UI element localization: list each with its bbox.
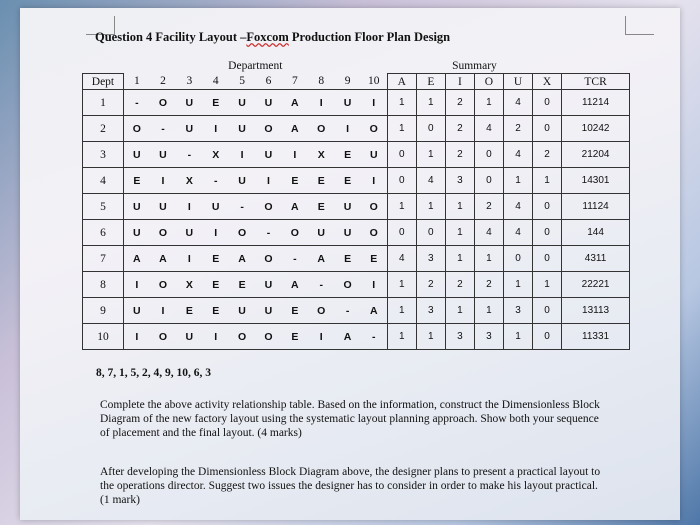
dept-number: 5 <box>83 194 124 220</box>
summary-cell: 1 <box>503 168 532 194</box>
summary-cell: 1 <box>387 116 416 142</box>
relationship-cell: O <box>334 272 360 298</box>
relationship-cell: A <box>361 298 387 324</box>
relationship-cell: O <box>361 116 387 142</box>
relationship-cell: - <box>334 298 360 324</box>
relationship-cell: X <box>176 168 202 194</box>
summary-cell: 0 <box>387 142 416 168</box>
summary-cell: 1 <box>474 90 503 116</box>
relationship-cell: I <box>150 298 176 324</box>
question-paragraph-2: After developing the Dimensionless Block Diagram above, the designer plans to present a practical layout to the operations director. Suggest two issues the designer has to consider in order to make his layout practical. (1 mark) <box>100 466 601 506</box>
relationship-cell: E <box>176 298 202 324</box>
table-row <box>83 220 630 246</box>
table-row <box>83 246 630 272</box>
relationship-cell: I <box>123 272 149 298</box>
relationship-cell: U <box>229 298 255 324</box>
tcr-cell: 4311 <box>562 246 630 272</box>
summary-cell: 1 <box>387 324 416 350</box>
relationship-cell: I <box>282 142 308 168</box>
summary-cell: 4 <box>416 168 445 194</box>
summary-cell: 1 <box>533 272 562 298</box>
relationship-cell: O <box>308 298 334 324</box>
summary-cell: 2 <box>474 272 503 298</box>
tcr-cell: 11214 <box>562 90 630 116</box>
relationship-cell: O <box>123 116 149 142</box>
summary-cell: 0 <box>387 168 416 194</box>
tcr-cell: 13113 <box>562 298 630 324</box>
relationship-cell: U <box>123 298 149 324</box>
relationship-cell: O <box>255 116 281 142</box>
relationship-cell: E <box>203 272 229 298</box>
summary-cell: 0 <box>533 298 562 324</box>
relationship-cell: O <box>361 194 387 220</box>
relationship-cell: E <box>308 194 334 220</box>
relationship-cell: A <box>282 272 308 298</box>
table-row <box>83 194 630 220</box>
summary-cell: 4 <box>387 246 416 272</box>
relationship-cell: I <box>150 168 176 194</box>
relationship-cell: U <box>176 324 202 350</box>
relationship-cell: U <box>255 142 281 168</box>
summary-cell: 2 <box>445 116 474 142</box>
summary-cell: 1 <box>387 272 416 298</box>
relationship-cell: O <box>150 324 176 350</box>
relationship-cell: U <box>150 194 176 220</box>
dept-number: 10 <box>83 324 124 350</box>
summary-cell: 0 <box>416 116 445 142</box>
summary-cell: 0 <box>474 142 503 168</box>
relationship-cell: U <box>123 142 149 168</box>
relationship-cell: E <box>123 168 149 194</box>
relationship-cell: E <box>282 168 308 194</box>
dept-number: 8 <box>83 272 124 298</box>
summary-cell: 1 <box>445 246 474 272</box>
relationship-cell: I <box>308 90 334 116</box>
table-row <box>83 272 630 298</box>
relationship-cell: U <box>229 116 255 142</box>
relationship-cell: I <box>123 324 149 350</box>
relationship-cell: O <box>255 194 281 220</box>
summary-cell: 4 <box>503 90 532 116</box>
relationship-cell: U <box>123 220 149 246</box>
dept-col-header: 1 <box>133 75 140 88</box>
summary-cell: 2 <box>445 90 474 116</box>
summary-col-header: I <box>445 74 474 90</box>
relationship-cell: O <box>150 220 176 246</box>
tcr-header: TCR <box>562 74 630 90</box>
table-row <box>83 116 630 142</box>
relationship-cell: O <box>229 220 255 246</box>
summary-cell: 0 <box>533 324 562 350</box>
relationship-cell: X <box>203 142 229 168</box>
dept-number: 7 <box>83 246 124 272</box>
relationship-cell: I <box>361 90 387 116</box>
summary-cell: 2 <box>445 272 474 298</box>
tcr-cell: 21204 <box>562 142 630 168</box>
dept-number: 6 <box>83 220 124 246</box>
summary-cell: 1 <box>416 142 445 168</box>
relationship-cell: O <box>150 90 176 116</box>
summary-col-header: E <box>416 74 445 90</box>
summary-cell: 1 <box>416 194 445 220</box>
summary-cell: 4 <box>503 194 532 220</box>
summary-cell: 0 <box>533 194 562 220</box>
relationship-cell: A <box>282 116 308 142</box>
blank-header-cell <box>562 59 630 74</box>
summary-cell: 2 <box>533 142 562 168</box>
summary-cell: 3 <box>503 298 532 324</box>
dept-col-header: 5 <box>239 75 245 88</box>
relationship-cell: O <box>282 220 308 246</box>
dept-col-header: 2 <box>160 75 166 88</box>
title-suffix: Production Floor Plan Design <box>288 30 451 44</box>
summary-cell: 2 <box>416 272 445 298</box>
summary-cell: 1 <box>474 246 503 272</box>
relationship-cell: I <box>229 142 255 168</box>
summary-cell: 1 <box>503 272 532 298</box>
placement-sequence: 8, 7, 1, 5, 2, 4, 9, 10, 6, 3 <box>96 367 211 379</box>
relationship-cell: - <box>229 194 255 220</box>
relationship-cell: O <box>308 116 334 142</box>
summary-cell: 0 <box>416 220 445 246</box>
summary-label: Summary <box>452 60 497 72</box>
dept-number: 4 <box>83 168 124 194</box>
dept-number: 9 <box>83 298 124 324</box>
relationship-cell: A <box>308 246 334 272</box>
relationship-cell: E <box>334 168 360 194</box>
relationship-cell: U <box>334 220 360 246</box>
summary-cell: 3 <box>416 246 445 272</box>
summary-cell: 1 <box>445 298 474 324</box>
summary-cell: 4 <box>503 142 532 168</box>
summary-cell: 2 <box>474 194 503 220</box>
table-row <box>83 168 630 194</box>
tcr-cell: 10242 <box>562 116 630 142</box>
summary-cell: 3 <box>474 324 503 350</box>
relationship-cell: U <box>255 272 281 298</box>
relationship-cell: U <box>203 194 229 220</box>
relationship-cell: I <box>176 194 202 220</box>
relationship-cell: E <box>203 246 229 272</box>
relationship-cell: A <box>123 246 149 272</box>
relationship-cell: A <box>229 246 255 272</box>
summary-cell: 3 <box>416 298 445 324</box>
relationship-cell: - <box>361 324 387 350</box>
dept-col-header: 6 <box>265 75 272 88</box>
relationship-cell: E <box>203 90 229 116</box>
relationship-cell: U <box>176 116 202 142</box>
relationship-cell: E <box>334 246 360 272</box>
relationship-cell: A <box>150 246 176 272</box>
dept-col-header: 3 <box>186 75 193 88</box>
summary-cell: 1 <box>416 324 445 350</box>
relationship-cell: A <box>282 90 308 116</box>
relationship-cell: I <box>203 324 229 350</box>
tcr-cell: 11331 <box>562 324 630 350</box>
summary-cell: 0 <box>503 246 532 272</box>
relationship-cell: A <box>282 194 308 220</box>
summary-cell: 0 <box>533 116 562 142</box>
relationship-cell: I <box>334 116 360 142</box>
tcr-cell: 11124 <box>562 194 630 220</box>
relationship-cell: I <box>203 116 229 142</box>
summary-col-header: U <box>503 74 532 90</box>
relationship-cell: X <box>176 272 202 298</box>
title-prefix: Question 4 Facility Layout – <box>95 30 247 44</box>
summary-cell: 2 <box>503 116 532 142</box>
relationship-cell: E <box>334 142 360 168</box>
relationship-cell: U <box>150 142 176 168</box>
department-label: Department <box>228 60 283 73</box>
dept-number: 2 <box>83 116 124 142</box>
summary-cell: 0 <box>533 90 562 116</box>
summary-col-header: X <box>533 74 562 90</box>
summary-cell: 1 <box>416 90 445 116</box>
relationship-cell: U <box>255 90 281 116</box>
summary-cell: 1 <box>474 298 503 324</box>
relationship-cell: U <box>123 194 149 220</box>
relationship-cell: I <box>176 246 202 272</box>
activity-relationship-table <box>82 59 630 350</box>
relationship-cell: - <box>255 220 281 246</box>
relationship-cell: - <box>282 246 308 272</box>
summary-cell: 3 <box>445 168 474 194</box>
relationship-cell: - <box>123 90 149 116</box>
relationship-cell: E <box>308 168 334 194</box>
relationship-cell: I <box>308 324 334 350</box>
dept-col-header: 10 <box>368 75 380 88</box>
summary-cell: 4 <box>474 220 503 246</box>
dept-col-header: 4 <box>212 75 219 88</box>
table-row <box>83 324 630 350</box>
table-row <box>83 142 630 168</box>
relationship-cell: E <box>282 324 308 350</box>
summary-cell: 0 <box>533 220 562 246</box>
relationship-cell: - <box>150 116 176 142</box>
relationship-cell: E <box>229 272 255 298</box>
relationship-cell: O <box>361 220 387 246</box>
corner-mark-right <box>625 16 654 35</box>
relationship-cell: E <box>361 246 387 272</box>
relationship-cell: X <box>308 142 334 168</box>
summary-cell: 2 <box>445 142 474 168</box>
relationship-cell: U <box>255 298 281 324</box>
summary-cell: 4 <box>503 220 532 246</box>
relationship-cell: I <box>361 168 387 194</box>
relationship-cell: U <box>308 220 334 246</box>
relationship-cell: I <box>361 272 387 298</box>
relationship-cell: O <box>229 324 255 350</box>
relationship-cell: O <box>255 324 281 350</box>
relationship-cell: E <box>203 298 229 324</box>
relationship-cell: U <box>334 90 360 116</box>
table-row <box>83 90 630 116</box>
dept-number: 1 <box>83 90 124 116</box>
summary-cell: 1 <box>387 90 416 116</box>
relationship-cell: I <box>255 168 281 194</box>
relationship-cell: A <box>334 324 360 350</box>
dept-number: 3 <box>83 142 124 168</box>
relationship-cell: U <box>176 220 202 246</box>
relationship-cell: O <box>255 246 281 272</box>
summary-cell: 1 <box>533 168 562 194</box>
relationship-cell: O <box>150 272 176 298</box>
relationship-cell: I <box>203 220 229 246</box>
relationship-cell: U <box>361 142 387 168</box>
relationship-cell: U <box>334 194 360 220</box>
summary-cell: 1 <box>503 324 532 350</box>
summary-cell: 1 <box>387 194 416 220</box>
title-company: Foxcom <box>246 30 289 44</box>
summary-col-header: O <box>474 74 503 90</box>
dept-col-header: 8 <box>318 75 325 88</box>
summary-cell: 3 <box>445 324 474 350</box>
summary-cell: 0 <box>387 220 416 246</box>
relationship-cell: E <box>282 298 308 324</box>
tcr-cell: 22221 <box>562 272 630 298</box>
relationship-cell: - <box>308 272 334 298</box>
tcr-cell: 14301 <box>562 168 630 194</box>
summary-cell: 0 <box>474 168 503 194</box>
tcr-cell: 144 <box>562 220 630 246</box>
summary-cell: 1 <box>445 194 474 220</box>
dept-col-header: 9 <box>344 75 351 88</box>
summary-cell: 1 <box>387 298 416 324</box>
relationship-cell: U <box>229 168 255 194</box>
dept-col-header: 7 <box>291 75 298 88</box>
relationship-cell: - <box>203 168 229 194</box>
blank-header-cell <box>83 59 124 74</box>
summary-cell: 1 <box>445 220 474 246</box>
summary-cell: 0 <box>533 246 562 272</box>
summary-cell: 4 <box>474 116 503 142</box>
relationship-cell: U <box>176 90 202 116</box>
question-paragraph-1: Complete the above activity relationship table. Based on the information, construct the Dimensionless Block Diagram of the new factory layout using the systematic layout planning approach. Show both your sequence of placement and the final layout. (4 marks) <box>100 399 600 439</box>
relationship-cell: - <box>176 142 202 168</box>
relationship-cell: U <box>229 90 255 116</box>
dept-header: Dept <box>83 74 124 90</box>
summary-col-header: A <box>387 74 416 90</box>
table-row <box>83 298 630 324</box>
question-title <box>95 30 450 45</box>
